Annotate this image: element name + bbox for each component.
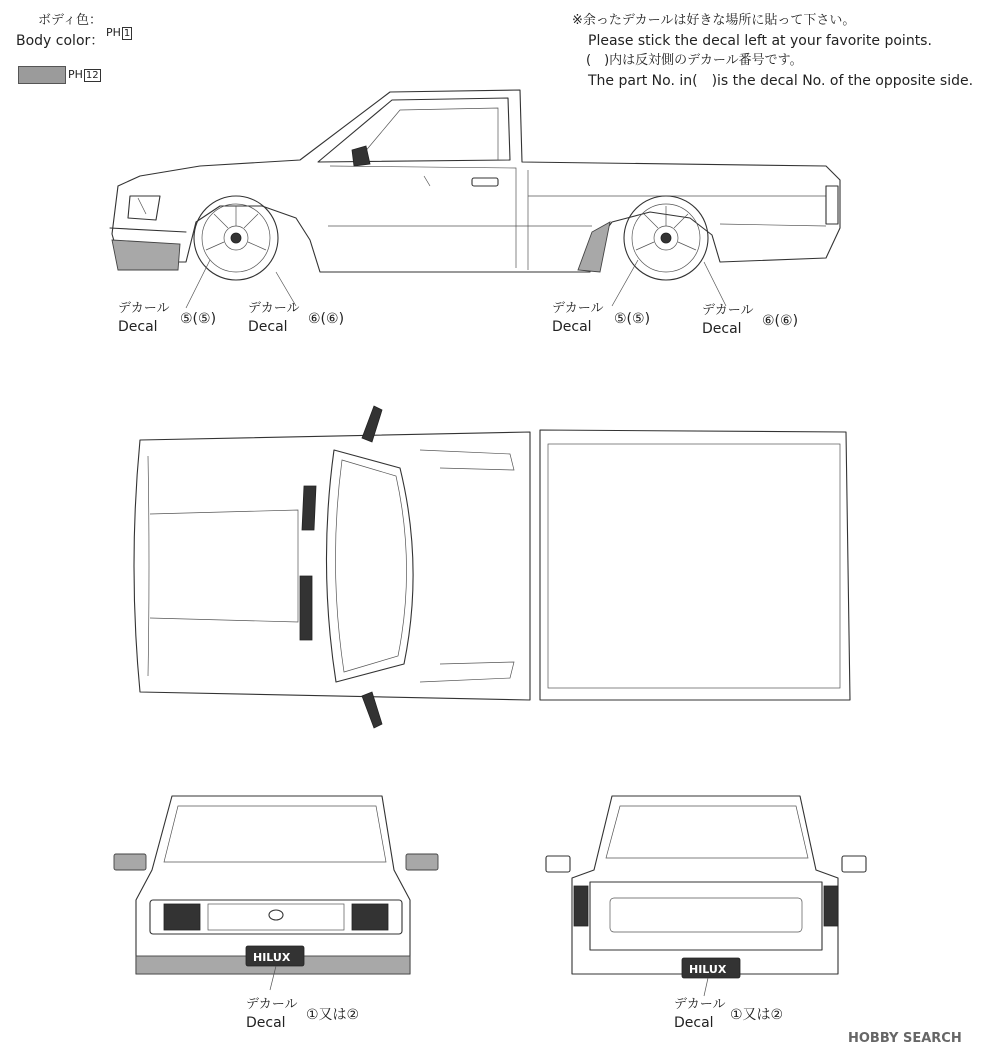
callout-front-plate-jp: デカール [246,997,298,1012]
rear-plate-text: HILUX [689,963,727,976]
callout-rear-plate-num: ①又は② [730,1007,784,1023]
body-color-code-num: 1 [123,28,131,39]
body-color-label-en: Body color： [16,33,105,49]
top-view [134,406,850,728]
note-line-4: The part No. in( )is the decal No. of the opposite side. [588,73,974,89]
watermark-text: HOBBY SEARCH [848,1031,962,1046]
callout-front-wheel-right-num: ⑥(⑥) [308,311,345,327]
callout-rear-wheel-left-jp: デカール [552,301,604,316]
gray-color-code-prefix: PH [68,68,83,81]
gray-color-code-num: 12 [85,70,99,81]
side-view [110,90,840,308]
callout-rear-plate-jp: デカール [674,997,726,1012]
note-line-1: ※余ったデカールは好きな場所に貼って下さい。 [572,13,856,28]
body-color-label-jp: ボディ色： [38,13,102,28]
body-color-code-prefix: PH [106,26,121,39]
note-line-2: Please stick the decal left at your favorite points. [588,33,932,49]
callout-front-wheel-left-en: Decal [118,319,158,335]
callout-rear-wheel-right-num: ⑥(⑥) [762,313,799,329]
callout-rear-wheel-left-num: ⑤(⑤) [614,311,651,327]
callout-rear-wheel-right-en: Decal [702,321,742,337]
callout-front-wheel-left-num: ⑤(⑤) [180,311,217,327]
callout-front-wheel-right-jp: デカール [248,301,300,316]
callout-front-wheel-left-jp: デカール [118,301,170,316]
note-line-3: ( )内は反対側のデカール番号です。 [586,53,803,68]
callout-rear-wheel-left-en: Decal [552,319,592,335]
front-plate-text: HILUX [253,951,291,964]
callout-front-plate-en: Decal [246,1015,286,1031]
front-view [114,796,438,990]
callout-rear-wheel-right-jp: デカール [702,303,754,318]
rear-view [546,796,866,996]
callout-front-plate-num: ①又は② [306,1007,360,1023]
callout-front-wheel-right-en: Decal [248,319,288,335]
callout-rear-plate-en: Decal [674,1015,714,1031]
